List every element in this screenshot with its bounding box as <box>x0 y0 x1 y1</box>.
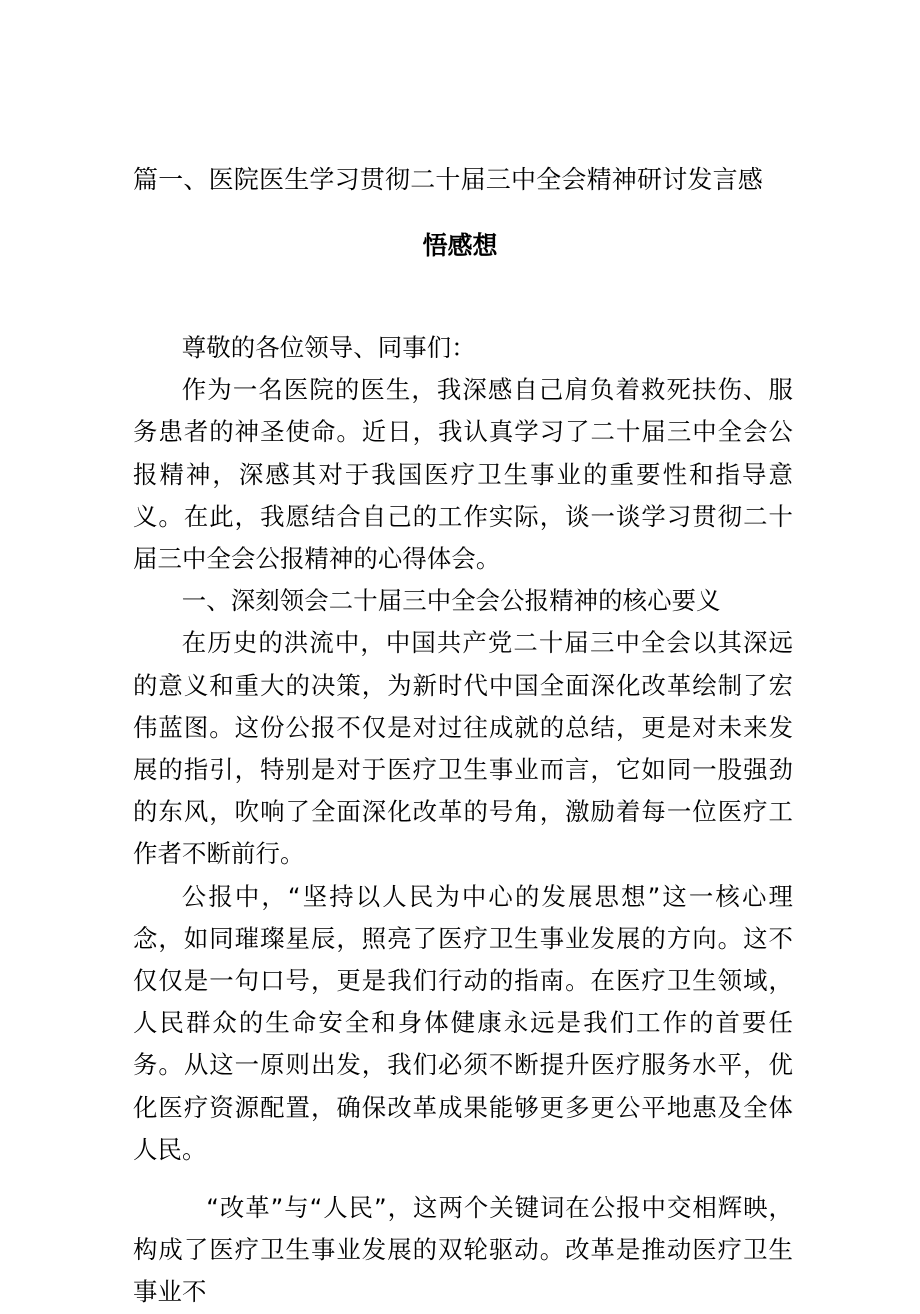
section-heading-1: 一、深刻领会二十届三中全会公报精神的核心要义 <box>181 586 721 616</box>
paragraph-history: 在历史的洪流中，中国共产党二十届三中全会以其深远的意义和重大的决策，为新时代中国全面深化改革绘制了宏伟蓝图。这份公报不仅是对过往成就的总结，更是对未来发展的指引，特别是对于医疗卫生事业而言，它如同一股强劲的东风，吹响了全面深化改革的号角，激励着每一位医疗工作者不断前行。 <box>133 628 793 869</box>
document-body <box>133 327 793 1314</box>
paragraph-reform-people: “改革”与“人民”，这两个关键词在公报中交相辉映，构成了医疗卫生事业发展的双轮驱动。改革是推动医疗卫生事业不 <box>133 1193 793 1307</box>
document-title-line-2: 悟感想 <box>422 231 498 260</box>
salutation: 尊敬的各位领导、同事们： <box>181 333 476 362</box>
document-title-line-1: 篇一、医院医生学习贯彻二十届三中全会精神研讨发言感 <box>133 165 764 194</box>
paragraph-intro: 作为一名医院的医生，我深感自己肩负着救死扶伤、服务患者的神圣使命。近日，我认真学习了二十届三中全会公报精神，深感其对于我国医疗卫生事业的重要性和指导意义。在此，我愿结合自己的工作实际，谈一谈学习贯彻二十届三中全会公报精神的心得体会。 <box>133 375 793 574</box>
paragraph-people-centered: 公报中，“坚持以人民为中心的发展思想”这一核心理念，如同璀璨星辰，照亮了医疗卫生事业发展的方向。这不仅仅是一句口号，更是我们行动的指南。在医疗卫生领域，人民群众的生命安全和身体健康永远是我们工作的首要任务。从这一原则出发，我们必须不断提升医疗服务水平，优化医疗资源配置，确保改革成果能够更多更公平地惠及全体人民。 <box>133 881 793 1164</box>
